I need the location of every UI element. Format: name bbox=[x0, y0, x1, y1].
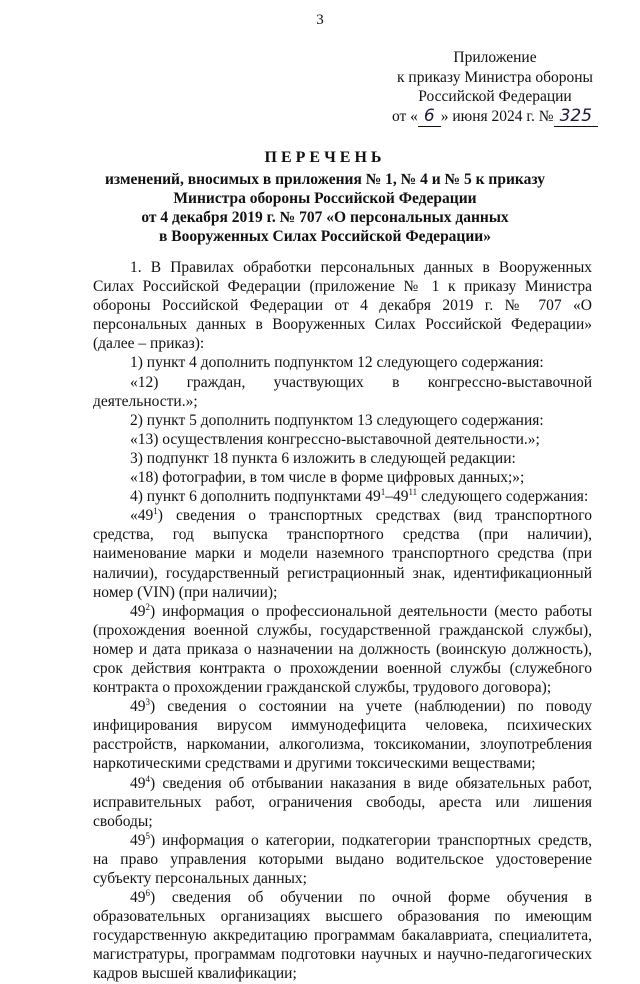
title-line-3: от 4 декабря 2019 г. № 707 «О персональных данных bbox=[141, 209, 509, 226]
p8-text-b: –49 bbox=[385, 488, 409, 506]
p13-sup: 5 bbox=[145, 830, 150, 841]
p14-sup: 6 bbox=[145, 888, 150, 899]
p9-sup: 1 bbox=[153, 506, 158, 517]
paragraph-4: 2) пункт 5 дополнить подпунктом 13 следующего содержания: bbox=[130, 411, 544, 429]
paragraph-49-5 bbox=[93, 831, 592, 888]
p14-pre: 49 bbox=[130, 889, 146, 907]
title-line-2: Министра обороны Российской Федерации bbox=[173, 190, 477, 207]
paragraph-49-6 bbox=[93, 888, 592, 983]
paragraph-49-3 bbox=[93, 697, 592, 773]
document-body bbox=[93, 258, 592, 984]
p14-text: ) сведения об обучении по очной форме обучения в образовательных организациях высшего образования по имеющим государственную аккредитацию программам бакалавриата, специалитета, магистратуры, программам подготовки научных и научно-педагогических кадров высшей квалификации; bbox=[93, 889, 592, 983]
p11-sup: 3 bbox=[145, 697, 150, 708]
paragraph-7: «18) фотографии, в том числе в форме цифровых данных;»; bbox=[130, 469, 525, 487]
appendix-date-line bbox=[380, 107, 610, 127]
date-prefix: от « bbox=[391, 107, 418, 125]
title-line-4: в Вооруженных Силах Российской Федерации» bbox=[159, 228, 491, 245]
p13-text: ) информация о категории, подкатегории транспортных средств, на право управления которыми выдано водительское удостоверение субъекту персональных данных; bbox=[93, 831, 592, 887]
handwritten-day: 6 bbox=[418, 106, 441, 127]
p10-pre: 49 bbox=[130, 602, 146, 620]
paragraph-6: 3) подпункт 18 пункта 6 изложить в следующей редакции: bbox=[130, 449, 516, 467]
handwritten-order-number: 325 bbox=[554, 106, 598, 127]
title-line-1: изменений, вносимых в приложения № 1, № 4 и № 5 к приказу bbox=[105, 171, 545, 188]
p13-pre: 49 bbox=[130, 831, 146, 849]
p11-pre: 49 bbox=[130, 698, 146, 716]
p11-text: ) сведения о состоянии на учете (наблюдении) по поводу инфицирования вирусом иммунодефицита человека, психических расстройств, наркомании, алкоголизма, токсикомании, злоупотребления наркотическими средствами и другими токсическими веществами; bbox=[93, 698, 592, 773]
paragraph-49-4 bbox=[93, 774, 592, 831]
p8-text-a: 4) пункт 6 дополнить подпунктами 49 bbox=[130, 488, 381, 506]
p8-sup-1: 1 bbox=[380, 487, 386, 498]
p12-sup: 4 bbox=[145, 773, 150, 784]
paragraph-49-2 bbox=[93, 602, 592, 697]
paragraph-1: 1. В Правилах обработки персональных данных в Вооруженных Силах Российской Федерации (приложение № 1 к приказу Министра обороны Российской Федерации от 4 декабря 2019 г. № 707 «О персональных данных в Вооруженных Силах Российской Федерации» (далее – приказ): bbox=[93, 259, 592, 353]
page-number: 3 bbox=[316, 12, 324, 28]
title-main: ПЕРЕЧЕНЬ bbox=[264, 149, 386, 166]
appendix-line-1: Приложение bbox=[453, 49, 537, 66]
p9-text: ) сведения о транспортных средствах (вид транспортного средства, год выпуска транспортного средства (при наличии), наименование марки и модели наземного транспортного средства (при наличии), государственный регистрационный знак, идентификационный номер (VIN) (при наличии); bbox=[93, 507, 592, 601]
date-suffix: » июня 2024 г. № bbox=[440, 107, 554, 125]
p9-pre: «49 bbox=[130, 507, 154, 525]
p12-pre: 49 bbox=[130, 774, 146, 792]
p8-sup-2: 11 bbox=[408, 487, 418, 498]
paragraph-3: «12) граждан, участвующих в конгрессно-выставочной деятельности.»; bbox=[93, 373, 592, 410]
p12-text: ) сведения об отбывании наказания в виде обязательных работ, исправительных работ, ограничения свободы, ареста или лишения свободы; bbox=[93, 774, 592, 830]
document-title bbox=[60, 148, 590, 246]
paragraph-8 bbox=[93, 487, 592, 506]
appendix-line-2: к приказу Министра обороны bbox=[397, 68, 593, 86]
appendix-line-3: Российской Федерации bbox=[418, 88, 572, 105]
appendix-header bbox=[380, 48, 610, 126]
p10-text: ) информация о профессиональной деятельности (место работы (прохождения военной службы, государственной гражданской службы), номер и дата приказа о назначении на должность (воинскую должность), срок действия контракта о прохождении военной службы (служебного контракта о прохождении гражданской службы, трудового договора); bbox=[93, 602, 592, 697]
p10-sup: 2 bbox=[145, 601, 150, 612]
paragraph-49-1 bbox=[93, 506, 592, 601]
paragraph-5: «13) осуществления конгрессно-выставочной деятельности.»; bbox=[130, 430, 540, 448]
paragraph-2: 1) пункт 4 дополнить подпунктом 12 следующего содержания: bbox=[130, 354, 544, 372]
p8-text-c: следующего содержания: bbox=[417, 488, 589, 506]
